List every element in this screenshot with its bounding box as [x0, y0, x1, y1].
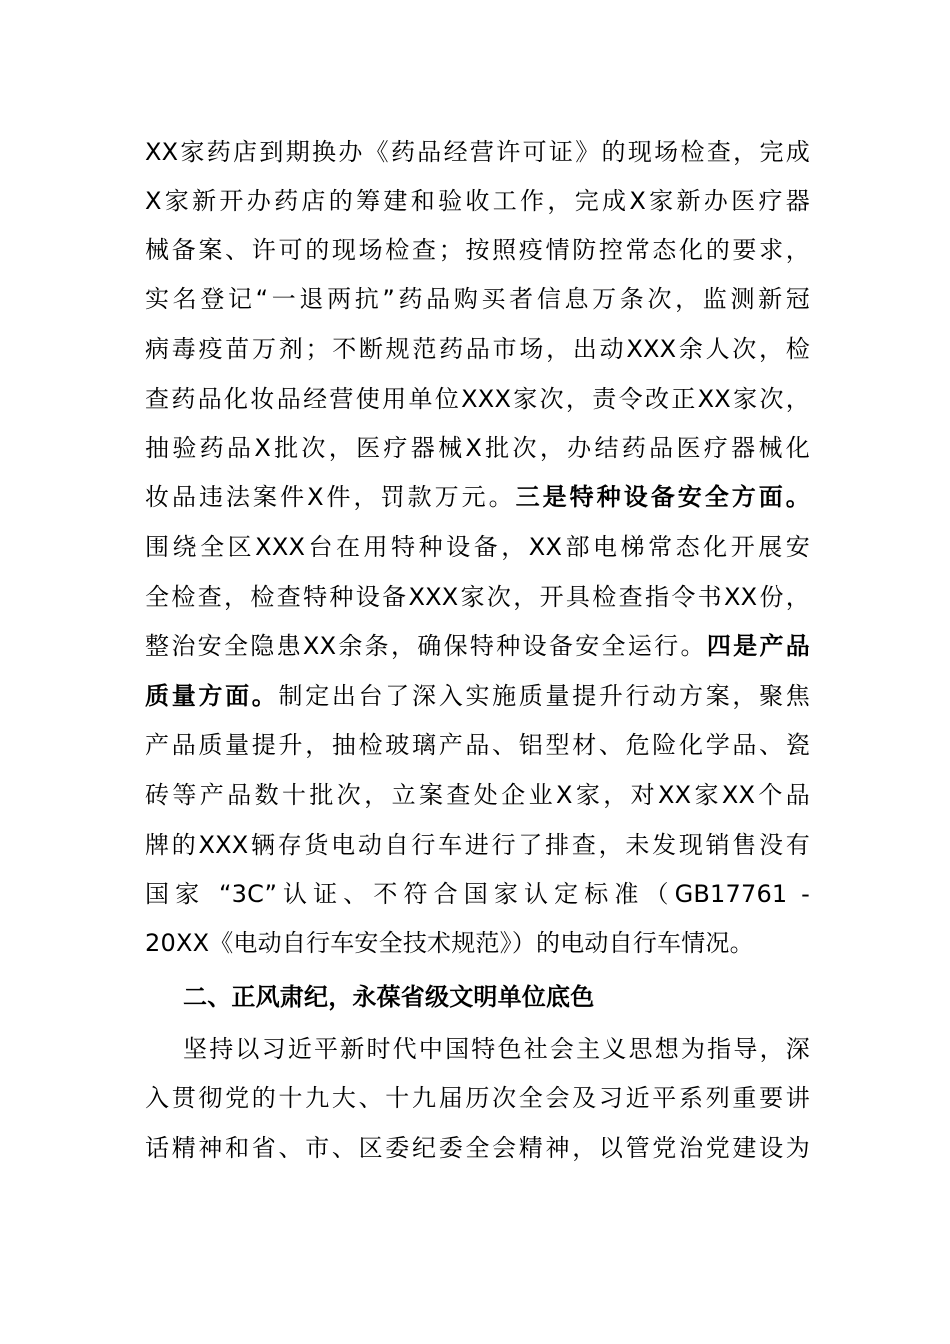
- line-text: 话精神和省、市、区委纪委全会精神，以管党治党建设为: [145, 1134, 810, 1162]
- section-heading: [183, 972, 848, 1022]
- line-text: 坚持以习近平新时代中国特色社会主义思想为指导，深: [183, 1035, 810, 1063]
- line-text: 产品质量提升，抽检玻璃产品、铝型材、危险化学品、瓷: [145, 731, 810, 759]
- line-text: XX家药店到期换办《药品经营许可证》的现场检查，完成: [145, 138, 810, 166]
- paragraph-line-12: [145, 671, 810, 721]
- line-text: 20XX《电动自行车安全技术规范》）的电动自行车情况。: [145, 929, 754, 957]
- paragraph-line-4: [145, 274, 810, 324]
- paragraph-line-11: [145, 621, 810, 671]
- paragraph-line-3: [145, 225, 810, 275]
- paragraph-line-2: [145, 176, 810, 226]
- line-text: 砖等产品数十批次，立案查处企业X家，对XX家XX个品: [145, 781, 810, 809]
- line-text: 抽验药品X批次，医疗器械X批次，办结药品医疗器械化: [145, 434, 810, 462]
- line-text: 牌的XXX辆存货电动自行车进行了排查，未发现销售没有: [145, 831, 810, 859]
- paragraph-line-20: [145, 1123, 810, 1173]
- line-text: 械备案、许可的现场检查；按照疫情防控常态化的要求，: [145, 236, 810, 264]
- paragraph-line-9: [145, 522, 810, 572]
- bold-lead-text: 质量方面。: [145, 682, 279, 710]
- line-text: 全检查，检查特种设备XXX家次，开具检查指令书XX份，: [145, 583, 810, 611]
- line-text: 实名登记“一退两抗”药品购买者信息万条次，监测新冠: [145, 285, 810, 313]
- paragraph-line-15: [145, 820, 810, 870]
- heading-text: 二、正风肃纪，永葆省级文明单位底色: [183, 983, 595, 1011]
- line-text: 入贯彻党的十九大、十九届历次全会及习近平系列重要讲: [145, 1084, 810, 1112]
- line-text: 制定出台了深入实施质量提升行动方案，聚焦: [278, 682, 810, 710]
- paragraph-line-13: [145, 720, 810, 770]
- paragraph-line-6: [145, 374, 810, 424]
- paragraph-line-18: [183, 1024, 810, 1074]
- line-text: 妆品违法案件X件，罚款万元。: [145, 483, 516, 511]
- paragraph-line-17: [145, 918, 810, 968]
- line-text: 查药品化妆品经营使用单位XXX家次，责令改正XX家次，: [145, 385, 810, 413]
- paragraph-line-14: [145, 770, 810, 820]
- line-text: 国家 “3C”认证、不符合国家认定标准（GB17761 -: [145, 880, 810, 908]
- bold-lead-text: 三是特种设备安全方面。: [515, 483, 810, 511]
- paragraph-line-10: [145, 572, 810, 622]
- line-text: 病毒疫苗万剂；不断规范药品市场，出动XXX余人次，检: [145, 335, 810, 363]
- line-text: X家新开办药店的筹建和验收工作，完成X家新办医疗器: [145, 187, 810, 215]
- line-text: 整治安全隐患XX余条，确保特种设备安全运行。: [145, 632, 707, 660]
- paragraph-line-5: [145, 324, 810, 374]
- line-text: 围绕全区XXX台在用特种设备，XX部电梯常态化开展安: [145, 533, 810, 561]
- paragraph-line-8: [145, 472, 810, 522]
- paragraph-line-19: [145, 1073, 810, 1123]
- paragraph-line-7: [145, 423, 810, 473]
- bold-lead-text: 四是产品: [706, 632, 810, 660]
- paragraph-line-1: [145, 127, 810, 177]
- paragraph-line-16: [145, 869, 810, 919]
